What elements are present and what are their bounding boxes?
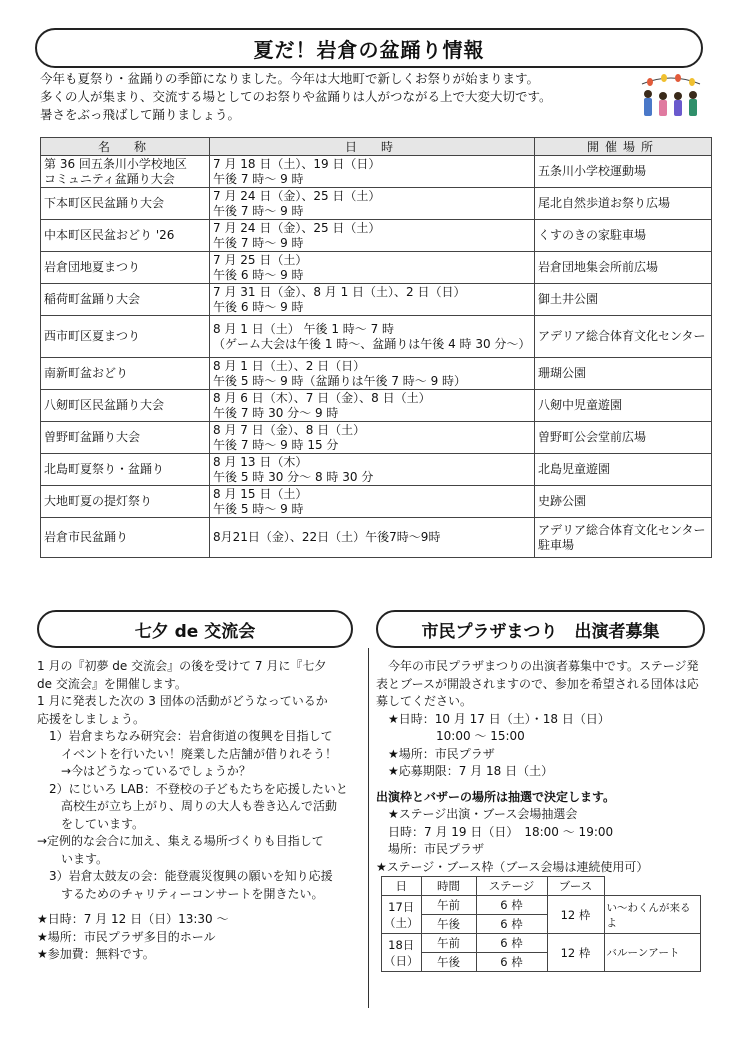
column-divider [368, 648, 369, 1008]
plaza-line: ★日時：10 月 17 日（土）・18 日（日） [388, 711, 610, 726]
event-datetime-cell [210, 252, 535, 284]
event-datetime-cell [210, 358, 535, 390]
plaza-line: ★ステージ出演・ブース会場抽選会 [388, 807, 578, 821]
event-venue-cell [535, 252, 712, 284]
cell-line: 8 月 13 日（木） [213, 454, 308, 469]
booth-note-cell: い～わくんが来るよ [604, 896, 701, 934]
booth-time-cell: 午前 [421, 934, 476, 953]
cell-line: 曽野町公会堂前広場 [538, 430, 647, 444]
booth-stage-cell: 6 枠 [476, 915, 547, 934]
event-name-cell [41, 422, 210, 454]
cell-line: 午後 7 時～ 9 時 [213, 235, 304, 250]
booth-stage-cell: 6 枠 [476, 953, 547, 972]
cell-line: 7 月 24 日（金）、25 日（土） [213, 188, 381, 203]
event-name-cell [41, 188, 210, 220]
intro-line: 今年も夏祭り・盆踊りの季節になりました。今年は大地町で新しくお祭りが始まります。 [40, 71, 540, 86]
cell-line: 午後 7 時～ 9 時 15 分 [213, 437, 339, 452]
cell-line: 曽野町盆踊り大会 [44, 430, 141, 444]
table-row [41, 156, 712, 188]
event-datetime-cell [210, 220, 535, 252]
column-header-name: 名 称 [41, 138, 210, 156]
plaza-line: 表とブースが開設されますので、参加を希望される団体は応 [376, 676, 699, 691]
plaza-line: 出演枠とバザーの場所は抽選で決定します。 [376, 789, 616, 804]
tanabata-line: 3）岩倉太鼓友の会：能登震災復興の願いを知り応援 [49, 869, 333, 883]
event-name-cell [41, 518, 210, 558]
booth-day-cell [382, 934, 422, 972]
event-name-cell [41, 316, 210, 358]
plaza-line: ★場所：市民プラザ [388, 746, 495, 761]
booth-day-line: （日） [384, 953, 419, 968]
cell-line: 駐車場 [538, 537, 575, 552]
booth-stage-cell: 6 枠 [476, 896, 547, 915]
tanabata-line: →今はどうなっているでしょうか？ [61, 764, 251, 778]
cell-line: （ゲーム大会は午後 1 時～、盆踊りは午後 4 時 30 分～） [213, 336, 531, 351]
booth-row [382, 934, 701, 953]
cell-line: くすのきの家駐車場 [538, 228, 647, 242]
event-name-cell [41, 358, 210, 390]
cell-line: 史跡公園 [538, 494, 587, 508]
cell-line: 尾北自然歩道お祭り広場 [538, 196, 671, 210]
cell-line: 西市町区夏まつり [44, 329, 141, 343]
bon-dance-schedule-table [40, 137, 712, 558]
table-row [41, 422, 712, 454]
booth-day-line: 17日 [388, 899, 415, 914]
cell-line: 午後 6 時～ 9 時 [213, 267, 304, 282]
cell-line: 中本町区民盆おどり '26 [44, 228, 175, 242]
plaza-line: 募してください。 [376, 694, 473, 708]
booth-note-cell: バルーンアート [604, 934, 701, 972]
cell-line: 8 月 1 日（土） 午後 1 時～ 7 時 [213, 321, 395, 336]
tanabata-line: ★日時：7 月 12 日（日）13:30 ～ [37, 912, 229, 926]
cell-line: 7 月 24 日（金）、25 日（土） [213, 220, 381, 235]
booth-time-cell: 午後 [421, 953, 476, 972]
event-name-cell [41, 390, 210, 422]
table-row [41, 454, 712, 486]
cell-line: コミュニティ盆踊り大会 [44, 171, 175, 186]
table-row [41, 358, 712, 390]
booth-header-time: 時間 [421, 877, 476, 896]
booth-header-stage: ステージ [476, 877, 547, 896]
event-venue-cell [535, 422, 712, 454]
plaza-line: 日時：7 月 19 日（日） 18:00 ～ 19:00 [388, 824, 614, 839]
booth-day-cell [382, 896, 422, 934]
event-datetime-cell [210, 156, 535, 188]
event-venue-cell [535, 358, 712, 390]
cell-line: 珊瑚公園 [538, 366, 587, 380]
booth-time-cell: 午前 [421, 896, 476, 915]
tanabata-line: います。 [61, 851, 109, 866]
booth-count-cell: 12 枠 [547, 934, 604, 972]
tanabata-body [37, 658, 367, 964]
plaza-line: 場所：市民プラザ [388, 842, 485, 856]
event-venue-cell [535, 316, 712, 358]
table-row [41, 486, 712, 518]
table-row [41, 316, 712, 358]
event-datetime-cell [210, 316, 535, 358]
intro-text [40, 70, 640, 124]
booth-day-line: （土） [384, 915, 419, 930]
tanabata-line: 高校生が立ち上がり、周りの大人も巻き込んで活動 [61, 799, 338, 813]
event-datetime-cell [210, 188, 535, 220]
tanabata-line: 1 月に発表した次の 3 団体の活動がどうなっているか [37, 694, 328, 708]
event-datetime-cell [210, 518, 535, 558]
tanabata-title: 七夕 de 交流会 [37, 610, 353, 648]
booth-row [382, 896, 701, 915]
cell-line: 午後 5 時～ 9 時 [213, 501, 304, 516]
event-datetime-cell [210, 284, 535, 316]
cell-line: 岩倉団地夏まつり [44, 260, 141, 274]
cell-line: 岩倉市民盆踊り [44, 530, 129, 544]
cell-line: 北島町夏祭り・盆踊り [44, 462, 165, 476]
cell-line: 8 月 15 日（土） [213, 486, 308, 501]
plaza-line [376, 781, 716, 789]
cell-line: 南新町盆おどり [44, 366, 129, 380]
table-row [41, 252, 712, 284]
table-row [41, 188, 712, 220]
event-datetime-cell [210, 486, 535, 518]
booth-header-row [382, 877, 701, 896]
event-venue-cell [535, 284, 712, 316]
cell-line: 八剱中児童遊園 [538, 398, 623, 412]
cell-line: 八剱町区民盆踊り大会 [44, 398, 165, 412]
cell-line: アデリア総合体育文化センター [538, 522, 706, 537]
plaza-line: ★ステージ・ブース枠（ブース会場は連続使用可） [376, 859, 649, 874]
cell-line: 大地町夏の提灯祭り [44, 494, 153, 508]
cell-line: 8 月 6 日（木）、7 日（金）、8 日（土） [213, 390, 431, 405]
cell-line: 下本町区民盆踊り大会 [44, 196, 165, 210]
plaza-line: 10:00 ～ 15:00 [388, 729, 525, 743]
cell-line: 7 月 18 日（土）、19 日（日） [213, 156, 381, 171]
intro-line: 多くの人が集まり、交流する場としてのお祭りや盆踊りは人がつながる上で大変大切です。 [40, 89, 552, 104]
cell-line: 五条川小学校運動場 [538, 164, 647, 178]
cell-line: 8月21日（金）、22日（土）午後7時～9時 [213, 530, 441, 544]
table-row [41, 284, 712, 316]
booth-time-cell: 午後 [421, 915, 476, 934]
cell-line: 北島児童遊園 [538, 462, 611, 476]
page-title: 夏だ！岩倉の盆踊り情報 [35, 28, 703, 68]
event-name-cell [41, 284, 210, 316]
event-venue-cell [535, 390, 712, 422]
event-datetime-cell [210, 422, 535, 454]
cell-line: 7 月 31 日（金）、8 月 1 日（土）、2 日（日） [213, 284, 466, 299]
tanabata-line: ★参加費：無料です。 [37, 947, 155, 961]
event-name-cell [41, 454, 210, 486]
booth-header-booth: ブース [547, 877, 604, 896]
cell-line: アデリア総合体育文化センター [538, 329, 706, 343]
tanabata-line: 2）にじいろ LAB：不登校の子どもたちを応援したいと [49, 781, 348, 796]
tanabata-line [37, 903, 367, 911]
event-venue-cell [535, 188, 712, 220]
table-row [41, 220, 712, 252]
cell-line: 午後 6 時～ 9 時 [213, 299, 304, 314]
event-venue-cell [535, 220, 712, 252]
plaza-section [376, 610, 716, 972]
cell-line: 御土井公園 [538, 292, 599, 306]
tanabata-line: イベントを行いたい！廃業した店舗が借りれそう！ [61, 746, 338, 761]
intro-line: 暑さをぶっ飛ばして踊りましょう。 [40, 107, 241, 122]
tanabata-line: ★場所：市民プラザ多目的ホール [37, 929, 216, 944]
booth-count-cell: 12 枠 [547, 896, 604, 934]
cell-line: 午後 5 時～ 9 時（盆踊りは午後 7 時～ 9 時） [213, 373, 467, 388]
event-venue-cell [535, 156, 712, 188]
tanabata-line: de 交流会』を開催します。 [37, 676, 187, 691]
plaza-title: 市民プラザまつり 出演者募集 [376, 610, 705, 648]
event-name-cell [41, 220, 210, 252]
cell-line: 午後 7 時～ 9 時 [213, 203, 304, 218]
event-venue-cell [535, 518, 712, 558]
booth-header-note [604, 877, 701, 896]
tanabata-line: 応援をしましょう。 [37, 711, 146, 726]
table-row [41, 390, 712, 422]
cell-line: 稲荷町盆踊り大会 [44, 292, 141, 306]
column-header-datetime: 日 時 [210, 138, 535, 156]
cell-line: 午後 7 時～ 9 時 [213, 171, 304, 186]
column-header-venue: 開催場所 [535, 138, 712, 156]
tanabata-line: 1）岩倉まちなみ研究会：岩倉街道の復興を目指して [49, 729, 333, 743]
table-row [41, 518, 712, 558]
booth-day-line: 18日 [388, 937, 415, 952]
stage-booth-table [381, 876, 701, 972]
tanabata-line: →定例的な会合に加え、集える場所づくりも目指して [37, 834, 324, 848]
event-name-cell [41, 486, 210, 518]
plaza-body [376, 658, 716, 876]
cell-line: 午後 5 時 30 分～ 8 時 30 分 [213, 469, 374, 484]
event-name-cell [41, 252, 210, 284]
event-datetime-cell [210, 454, 535, 486]
tanabata-line: 1 月の『初夢 de 交流会』の後を受けて 7 月に『七夕 [37, 659, 327, 673]
tanabata-line: するためのチャリティーコンサートを開きたい。 [61, 886, 324, 901]
cell-line: 7 月 25 日（土） [213, 252, 308, 267]
cell-line: 8 月 7 日（金）、8 日（土） [213, 422, 366, 437]
tanabata-section [37, 610, 367, 964]
event-name-cell [41, 156, 210, 188]
cell-line: 8 月 1 日（土）、2 日（日） [213, 358, 366, 373]
tanabata-line: をしています。 [61, 816, 145, 831]
cell-line: 岩倉団地集会所前広場 [538, 260, 659, 274]
cell-line: 第 36 回五条川小学校地区 [44, 156, 187, 171]
bon-dance-illustration [636, 70, 706, 122]
event-venue-cell [535, 454, 712, 486]
event-datetime-cell [210, 390, 535, 422]
table-header-row [41, 138, 712, 156]
event-venue-cell [535, 486, 712, 518]
plaza-line: ★応募期限：7 月 18 日（土） [388, 764, 554, 778]
plaza-line: 今年の市民プラザまつりの出演者募集中です。ステージ発 [376, 659, 699, 673]
booth-header-day: 日 [382, 877, 422, 896]
cell-line: 午後 7 時 30 分～ 9 時 [213, 405, 339, 420]
booth-stage-cell: 6 枠 [476, 934, 547, 953]
